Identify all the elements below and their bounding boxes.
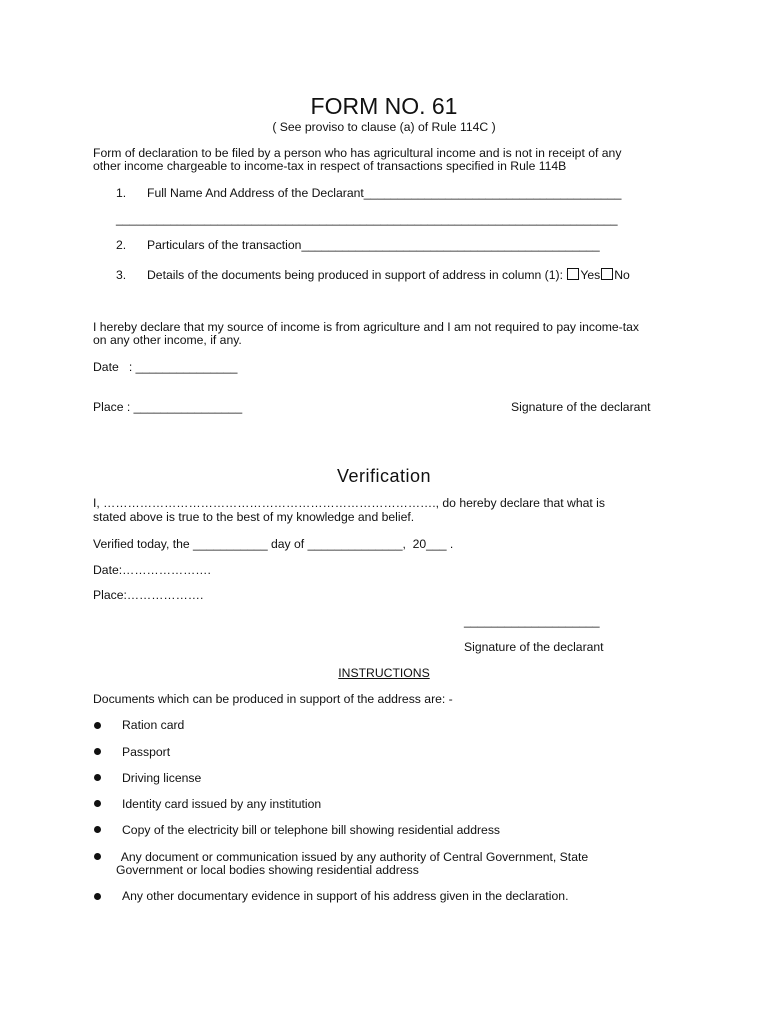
- item-2-number: 2.: [116, 238, 127, 252]
- declaration-date-field[interactable]: Date : _______________: [93, 360, 238, 374]
- form-subtitle: ( See proviso to clause (a) of Rule 114C ): [272, 120, 496, 134]
- item-1-text[interactable]: Full Name And Address of the Declarant______________________________________: [147, 186, 622, 200]
- verification-signature-line[interactable]: ____________________: [464, 614, 600, 628]
- list-item: Copy of the electricity bill or telephone bill showing residential address: [122, 823, 501, 837]
- item-3-number: 3.: [116, 268, 127, 282]
- bullet-icon: [94, 722, 101, 729]
- item-3-row: [147, 268, 630, 282]
- intro-line-1: Form of declaration to be filed by a person who has agricultural income and is not in receipt of any: [93, 146, 622, 160]
- list-item-continuation: Government or local bodies showing residential address: [116, 863, 419, 877]
- declaration-line-1: I hereby declare that my source of income is from agriculture and I am not required to pay income-tax: [93, 320, 639, 334]
- yes-checkbox[interactable]: [567, 268, 579, 280]
- form-title: FORM NO. 61: [310, 93, 458, 119]
- verification-line-2: stated above is true to the best of my knowledge and belief.: [93, 510, 415, 524]
- list-item: Any document or communication issued by any authority of Central Government, State: [118, 850, 589, 864]
- bullet-icon: [94, 826, 101, 833]
- verification-date-field[interactable]: Date:………………….: [93, 563, 211, 577]
- declaration-place-field[interactable]: Place : ________________: [93, 400, 243, 414]
- item-2-text[interactable]: Particulars of the transaction____________________________________________: [147, 238, 600, 252]
- item-1-continuation-line[interactable]: __________________________________________________________________________: [116, 212, 618, 226]
- list-item: Driving license: [122, 771, 202, 785]
- instructions-intro: Documents which can be produced in support of the address are: -: [93, 692, 453, 706]
- list-item: Passport: [122, 745, 171, 759]
- item-1-number: 1.: [116, 186, 127, 200]
- list-item: Identity card issued by any institution: [122, 797, 322, 811]
- declaration-signature-label: Signature of the declarant: [511, 400, 651, 414]
- verification-place-field[interactable]: Place:……………….: [93, 588, 204, 602]
- bullet-icon: [94, 853, 101, 860]
- list-item: Ration card: [122, 718, 185, 732]
- verified-today-line[interactable]: Verified today, the ___________ day of ______________, 20___ .: [93, 537, 454, 551]
- item-3-text: Details of the documents being produced in support of address in column (1):: [147, 268, 567, 282]
- instructions-heading: INSTRUCTIONS: [338, 666, 430, 680]
- declaration-line-2: on any other income, if any.: [93, 333, 242, 347]
- yes-label: Yes: [580, 268, 601, 282]
- verification-line-1[interactable]: I, ………………………………………………………………………., do hereby declare that what is: [93, 496, 605, 510]
- verification-signature-label: Signature of the declarant: [464, 640, 604, 654]
- bullet-icon: [94, 893, 101, 900]
- list-item: Any other documentary evidence in support of his address given in the declaration.: [122, 889, 569, 903]
- no-checkbox[interactable]: [601, 268, 613, 280]
- bullet-icon: [94, 748, 101, 755]
- intro-line-2: other income chargeable to income-tax in respect of transactions specified in Rule 114B: [93, 159, 567, 173]
- bullet-icon: [94, 800, 101, 807]
- no-label: No: [614, 268, 630, 282]
- bullet-icon: [94, 774, 101, 781]
- verification-heading: Verification: [336, 466, 432, 486]
